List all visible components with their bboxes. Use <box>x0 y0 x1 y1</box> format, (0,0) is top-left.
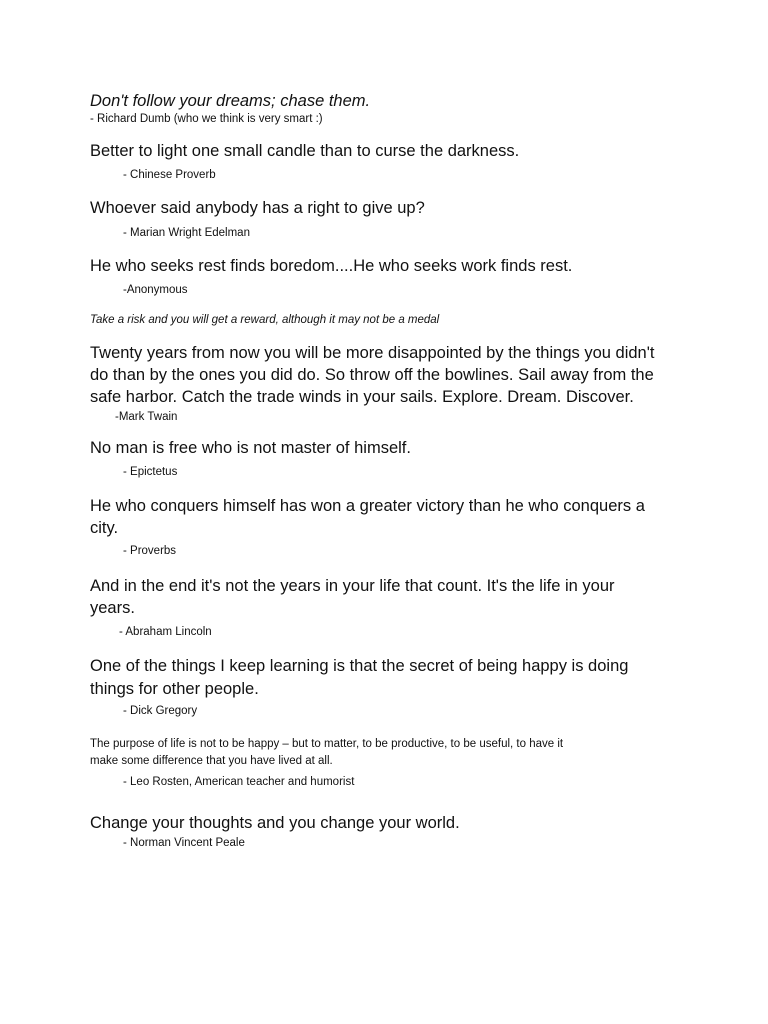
quote-text: Don't follow your dreams; chase them. <box>90 92 371 110</box>
quote-author: - Norman Vincent Peale <box>123 837 245 849</box>
quote-line: city. <box>90 519 119 537</box>
quote-line: years. <box>90 599 135 617</box>
quote-text: Better to light one small candle than to curse the darkness. <box>90 142 520 160</box>
quote-author: - Marian Wright Edelman <box>123 227 250 239</box>
quote-author: - Dick Gregory <box>123 705 198 717</box>
quote-line: He who conquers himself has won a greater victory than he who conquers a <box>90 497 645 515</box>
quote-line: The purpose of life is not to be happy – but to matter, to be productive, to be useful, to have it <box>90 738 564 750</box>
quote-line: One of the things I keep learning is that the secret of being happy is doing <box>90 657 629 675</box>
quote-author: - Chinese Proverb <box>123 169 216 181</box>
quote-line: things for other people. <box>90 680 259 698</box>
quote-text: Change your thoughts and you change your world. <box>90 814 460 832</box>
quote-author: - Proverbs <box>123 545 177 557</box>
quote-line: safe harbor. Catch the trade winds in your sails. Explore. Dream. Discover. <box>90 388 634 406</box>
quote-line: And in the end it's not the years in your life that count. It's the life in your <box>90 577 615 595</box>
quote-line: do than by the ones you did do. So throw off the bowlines. Sail away from the <box>90 366 654 384</box>
quote-author: - Epictetus <box>123 466 178 478</box>
quote-line: make some difference that you have lived at all. <box>90 755 333 767</box>
quote-line: Twenty years from now you will be more disappointed by the things you didn't <box>90 344 655 362</box>
quote-text: He who seeks rest finds boredom....He who seeks work finds rest. <box>90 257 573 275</box>
quote-text: Whoever said anybody has a right to give up? <box>90 199 425 217</box>
quote-author: -Anonymous <box>123 284 188 296</box>
quote-text: Take a risk and you will get a reward, although it may not be a medal <box>90 314 440 326</box>
quote-author: - Leo Rosten, American teacher and humorist <box>123 776 355 788</box>
quote-text: No man is free who is not master of himself. <box>90 439 411 457</box>
quote-author: -Mark Twain <box>115 411 178 423</box>
quote-author: - Richard Dumb (who we think is very smart :) <box>90 113 323 125</box>
quote-author: - Abraham Lincoln <box>119 626 212 638</box>
